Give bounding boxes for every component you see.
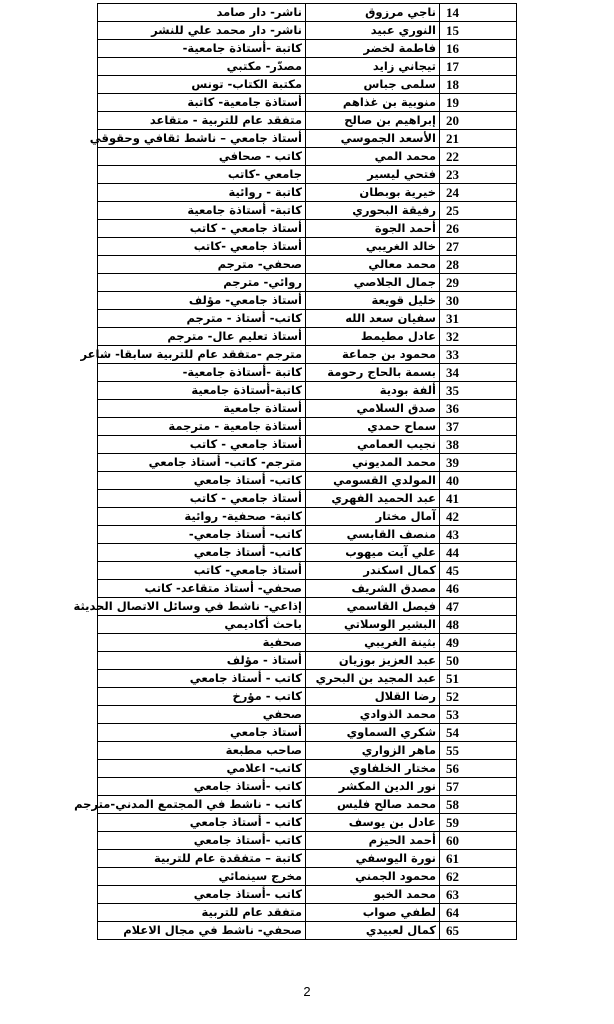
number-cell: 53 [440,706,517,724]
table-row [98,526,517,544]
table-row [98,886,517,904]
table-row [98,76,517,94]
role-cell: روائي- مترجم [98,274,306,292]
name-cell: محمد المي [306,148,440,166]
table-row [98,364,517,382]
name-cell: صدق السلامي [306,400,440,418]
role-cell: مخرج سينمائي [98,868,306,886]
table-row [98,274,517,292]
table-row [98,94,517,112]
table-row [98,904,517,922]
role-cell: صحفي [98,706,306,724]
table-row [98,814,517,832]
number-cell: 54 [440,724,517,742]
table-row [98,670,517,688]
number-cell: 34 [440,364,517,382]
table-row [98,220,517,238]
table-row [98,508,517,526]
table-row [98,778,517,796]
role-cell: أستاذة جامعية [98,400,306,418]
table-row [98,580,517,598]
number-cell: 56 [440,760,517,778]
name-cell: عبد العزيز بوزيان [306,652,440,670]
role-cell: أستاذ جامعي - كاتب [98,220,306,238]
name-cell: فتحي ليسير [306,166,440,184]
table-row [98,562,517,580]
number-cell: 43 [440,526,517,544]
name-cell: مصدق الشريف [306,580,440,598]
name-cell: تيجاني زايد [306,58,440,76]
table-row [98,490,517,508]
role-cell: كاتب -أستاذ جامعي [98,778,306,796]
table-row [98,868,517,886]
name-cell: سفيان سعد الله [306,310,440,328]
name-cell: محمد معالي [306,256,440,274]
name-cell: نورة اليوسفي [306,850,440,868]
name-cell: فاطمة لخضر [306,40,440,58]
role-cell: متفقد عام للتربية [98,904,306,922]
role-cell: جامعي -كاتب [98,166,306,184]
number-cell: 39 [440,454,517,472]
role-cell: كاتبة -أستاذة جامعية- [98,364,306,382]
name-cell: ألفة بودية [306,382,440,400]
table-row [98,148,517,166]
role-cell: صاحب مطبعة [98,742,306,760]
role-cell: مصدّر- مكتبي [98,58,306,76]
number-cell: 22 [440,148,517,166]
name-cell: محمد صالح فليس [306,796,440,814]
table-row [98,544,517,562]
number-cell: 63 [440,886,517,904]
table-row [98,796,517,814]
role-cell: كاتب- أستاذ جامعي [98,544,306,562]
table-row [98,436,517,454]
number-cell: 37 [440,418,517,436]
role-cell: مترجم- كاتب- أستاذ جامعي [98,454,306,472]
table-row [98,688,517,706]
name-cell: محمود بن جماعة [306,346,440,364]
number-cell: 61 [440,850,517,868]
name-cell: عبد المجيد بن البحري [306,670,440,688]
number-cell: 29 [440,274,517,292]
number-cell: 51 [440,670,517,688]
role-cell: ناشر- دار صامد [98,4,306,22]
table-row [98,112,517,130]
name-cell: أحمد الجوة [306,220,440,238]
name-cell: عادل مطيمط [306,328,440,346]
number-cell: 40 [440,472,517,490]
role-cell: كاتب- أستاذ - مترجم [98,310,306,328]
number-cell: 23 [440,166,517,184]
number-cell: 60 [440,832,517,850]
name-cell: جمال الجلاصي [306,274,440,292]
number-cell: 49 [440,634,517,652]
table-row [98,130,517,148]
table-row [98,724,517,742]
role-cell: مكتبة الكتاب- تونس [98,76,306,94]
name-cell: المولدي القسومي [306,472,440,490]
name-cell: ناجي مرزوق [306,4,440,22]
number-cell: 19 [440,94,517,112]
name-cell: عبد الحميد الفهري [306,490,440,508]
name-cell: رضا القلال [306,688,440,706]
number-cell: 64 [440,904,517,922]
name-cell: ماهر الزواري [306,742,440,760]
number-cell: 35 [440,382,517,400]
name-cell: نور الدين المكشر [306,778,440,796]
number-cell: 58 [440,796,517,814]
table-row [98,40,517,58]
role-cell: كاتب -أستاذ جامعي [98,832,306,850]
number-cell: 18 [440,76,517,94]
table-row [98,166,517,184]
role-cell: أستاذ جامعي – ناشط ثقافي وحقوقي [98,130,306,148]
name-cell: مختار الخلفاوي [306,760,440,778]
name-cell: كمال لعبيدي [306,922,440,940]
role-cell: كاتبة- أستاذة جامعية [98,202,306,220]
number-cell: 48 [440,616,517,634]
role-cell: كاتب - ناشط في المجتمع المدني-مترجم [98,796,306,814]
name-cell: نجيب العمامي [306,436,440,454]
name-cell: البشير الوسلاتي [306,616,440,634]
table-row [98,472,517,490]
number-cell: 31 [440,310,517,328]
table-row [98,328,517,346]
number-cell: 47 [440,598,517,616]
table-row [98,310,517,328]
name-cell: عادل بن يوسف [306,814,440,832]
number-cell: 62 [440,868,517,886]
number-cell: 57 [440,778,517,796]
name-cell: محمد المديوني [306,454,440,472]
role-cell: كاتب - صحافي [98,148,306,166]
role-cell: أستاذ جامعي - كاتب [98,490,306,508]
table-row [98,256,517,274]
table-row [98,652,517,670]
name-cell: علي آيت ميهوب [306,544,440,562]
role-cell: كاتبة -أستاذة جامعية- [98,40,306,58]
number-cell: 25 [440,202,517,220]
number-cell: 21 [440,130,517,148]
number-cell: 30 [440,292,517,310]
role-cell: كاتب - أستاذ جامعي [98,670,306,688]
role-cell: صحفي- مترجم [98,256,306,274]
name-cell: سماح حمدي [306,418,440,436]
table-row [98,616,517,634]
name-cell: إبراهيم بن صالح [306,112,440,130]
role-cell: ناشر- دار محمد علي للنشر [98,22,306,40]
number-cell: 41 [440,490,517,508]
number-cell: 59 [440,814,517,832]
role-cell: أستاذ جامعي- كاتب [98,562,306,580]
table-row [98,760,517,778]
name-cell: خالد الغريبي [306,238,440,256]
name-cell: خيرية بوبطان [306,184,440,202]
role-cell: مترجم -متفقد عام للتربية سابقا- شاعر [98,346,306,364]
number-cell: 20 [440,112,517,130]
number-cell: 36 [440,400,517,418]
name-cell: شكري السماوي [306,724,440,742]
role-cell: أستاذة جامعية- كاتبة [98,94,306,112]
name-cell: خليل قويعة [306,292,440,310]
role-cell: كاتب - مؤرخ [98,688,306,706]
name-cell: رفيقة البحوري [306,202,440,220]
number-cell: 45 [440,562,517,580]
number-cell: 55 [440,742,517,760]
role-cell: أستاذ تعليم عال- مترجم [98,328,306,346]
name-cell: سلمى جباس [306,76,440,94]
role-cell: كاتب - أستاذ جامعي [98,814,306,832]
role-cell: أستاذ - مؤلف [98,652,306,670]
role-cell: أستاذ جامعي - كاتب [98,436,306,454]
number-cell: 44 [440,544,517,562]
role-cell: صحفية [98,634,306,652]
role-cell: كاتب- اعلامي [98,760,306,778]
number-cell: 26 [440,220,517,238]
role-cell: كاتب- أستاذ جامعي [98,472,306,490]
members-table [73,3,517,940]
table-row [98,292,517,310]
number-cell: 52 [440,688,517,706]
table-row [98,22,517,40]
name-cell: فيصل القاسمي [306,598,440,616]
table-row [98,4,517,22]
table-row [98,850,517,868]
number-cell: 17 [440,58,517,76]
table-row [98,382,517,400]
number-cell: 28 [440,256,517,274]
role-cell: أستاذ جامعي- مؤلف [98,292,306,310]
role-cell: متفقد عام للتربية - متقاعد [98,112,306,130]
table-row [98,202,517,220]
members-table-body [73,4,517,940]
table-row [98,346,517,364]
role-cell: أستاذ جامعي -كاتب [98,238,306,256]
role-cell: كاتب- أستاذ جامعي- [98,526,306,544]
table-row [98,634,517,652]
name-cell: أحمد الحيزم [306,832,440,850]
number-cell: 46 [440,580,517,598]
name-cell: بسمة بالحاج رحومة [306,364,440,382]
name-cell: آمال مختار [306,508,440,526]
table-row [98,400,517,418]
role-cell: كاتب -أستاذ جامعي [98,886,306,904]
table-row [98,598,517,616]
number-cell: 38 [440,436,517,454]
table-row [98,454,517,472]
table-row [98,832,517,850]
role-cell: أستاذة جامعية - مترجمة [98,418,306,436]
name-cell: محمد الذوادي [306,706,440,724]
table-row [98,922,517,940]
number-cell: 16 [440,40,517,58]
role-cell: كاتبة-أستاذة جامعية [98,382,306,400]
role-cell: صحفي- ناشط في مجال الاعلام [98,922,306,940]
number-cell: 32 [440,328,517,346]
page-number: 2 [303,984,311,999]
number-cell: 24 [440,184,517,202]
number-cell: 50 [440,652,517,670]
role-cell: إذاعي- ناشط في وسائل الاتصال الحديثة [98,598,306,616]
number-cell: 15 [440,22,517,40]
number-cell: 14 [440,4,517,22]
number-cell: 33 [440,346,517,364]
number-cell: 65 [440,922,517,940]
name-cell: محمود الجمني [306,868,440,886]
name-cell: كمال اسكندر [306,562,440,580]
table-row [98,238,517,256]
name-cell: منصف القابسي [306,526,440,544]
role-cell: كاتبة- صحفية- روائية [98,508,306,526]
role-cell: صحفي- أستاذ متقاعد- كاتب [98,580,306,598]
table-row [98,58,517,76]
table-row [98,742,517,760]
table-row [98,184,517,202]
name-cell: محمد الخبو [306,886,440,904]
name-cell: منوبية بن غذاهم [306,94,440,112]
number-cell: 27 [440,238,517,256]
name-cell: الأسعد الجموسي [306,130,440,148]
role-cell: كاتبة - روائية [98,184,306,202]
number-cell: 42 [440,508,517,526]
table-row [98,706,517,724]
name-cell: النوري عبيد [306,22,440,40]
name-cell: بثينة الغريبي [306,634,440,652]
role-cell: كاتبة – متفقدة عام للتربية [98,850,306,868]
name-cell: لطفي صواب [306,904,440,922]
role-cell: باحث أكاديمي [98,616,306,634]
table-row [98,418,517,436]
role-cell: أستاذ جامعي [98,724,306,742]
